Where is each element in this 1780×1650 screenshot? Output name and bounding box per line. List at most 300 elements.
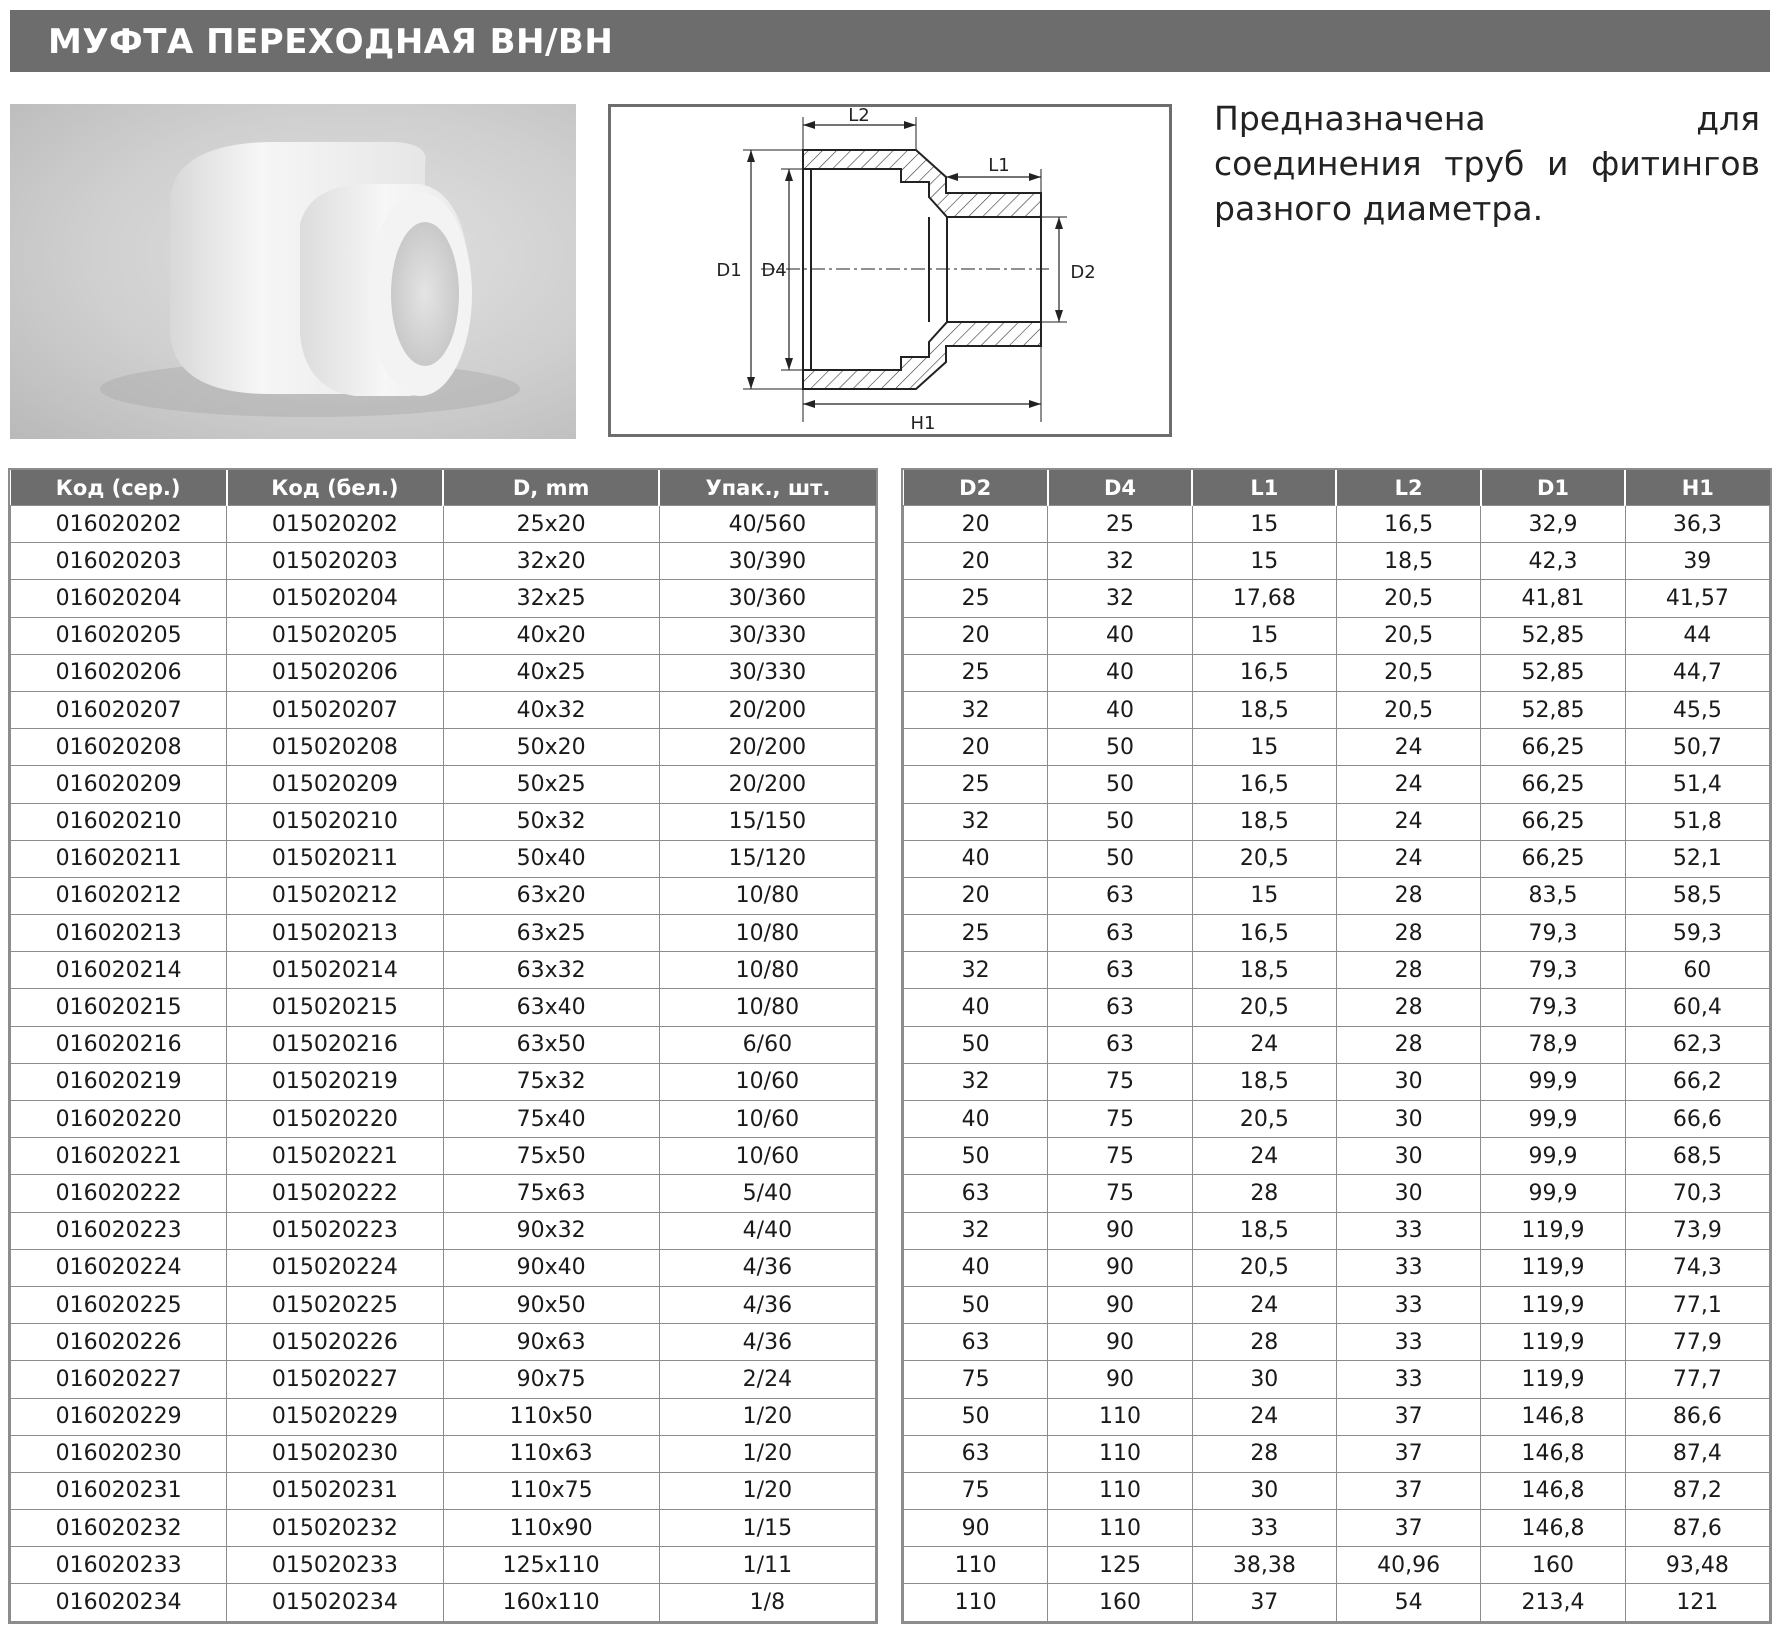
dims-cell: 119,9 xyxy=(1481,1249,1625,1286)
dims-cell: 50 xyxy=(904,1286,1048,1323)
table-row xyxy=(904,1063,1770,1100)
dims-cell: 32 xyxy=(904,803,1048,840)
dims-cell: 28 xyxy=(1336,952,1480,989)
dims-cell: 87,4 xyxy=(1625,1435,1769,1472)
dims-cell: 20 xyxy=(904,729,1048,766)
dims-cell: 75 xyxy=(904,1472,1048,1509)
dims-cell: 50 xyxy=(904,1398,1048,1435)
dims-cell: 90 xyxy=(1048,1249,1192,1286)
dims-cell: 70,3 xyxy=(1625,1175,1769,1212)
dims-cell: 40,96 xyxy=(1336,1547,1480,1584)
dims-cell: 54 xyxy=(1336,1584,1480,1621)
dims-cell: 60,4 xyxy=(1625,989,1769,1026)
table-row xyxy=(11,952,876,989)
dims-cell: 75 xyxy=(904,1361,1048,1398)
dims-cell: 20,5 xyxy=(1336,617,1480,654)
codes-cell: 016020232 xyxy=(11,1510,227,1547)
dims-cell: 87,6 xyxy=(1625,1510,1769,1547)
dims-cell: 20,5 xyxy=(1336,691,1480,728)
label-d4: D4 xyxy=(761,260,787,281)
table-row xyxy=(904,691,1770,728)
codes-cell: 016020234 xyxy=(11,1584,227,1621)
table-row xyxy=(11,1547,876,1584)
dims-cell: 50 xyxy=(1048,803,1192,840)
dims-cell: 110 xyxy=(904,1584,1048,1621)
codes-cell: 1/20 xyxy=(659,1398,875,1435)
dims-cell: 75 xyxy=(1048,1063,1192,1100)
codes-cell: 10/60 xyxy=(659,1138,875,1175)
table-row xyxy=(11,1435,876,1472)
codes-cell: 5/40 xyxy=(659,1175,875,1212)
dims-cell: 40 xyxy=(1048,617,1192,654)
dims-cell: 125 xyxy=(1048,1547,1192,1584)
dims-cell: 50,7 xyxy=(1625,729,1769,766)
dims-cell: 25 xyxy=(904,766,1048,803)
codes-cell: 30/330 xyxy=(659,617,875,654)
codes-cell: 4/36 xyxy=(659,1286,875,1323)
dims-cell: 32 xyxy=(904,691,1048,728)
codes-cell: 32x25 xyxy=(443,580,659,617)
codes-cell: 016020212 xyxy=(11,877,227,914)
dims-cell: 37 xyxy=(1336,1472,1480,1509)
codes-cell: 016020222 xyxy=(11,1175,227,1212)
dims-cell: 52,85 xyxy=(1481,617,1625,654)
dims-cell: 75 xyxy=(1048,1175,1192,1212)
table-row xyxy=(11,1286,876,1323)
dims-cell: 90 xyxy=(1048,1361,1192,1398)
dims-cell: 20,5 xyxy=(1192,1101,1336,1138)
dims-cell: 28 xyxy=(1336,1026,1480,1063)
dims-cell: 32 xyxy=(904,1212,1048,1249)
table-row xyxy=(904,1175,1770,1212)
label-h1: H1 xyxy=(910,413,936,434)
table-row xyxy=(11,1398,876,1435)
codes-cell: 63x40 xyxy=(443,989,659,1026)
dims-cell: 24 xyxy=(1336,729,1480,766)
codes-cell: 015020202 xyxy=(227,506,443,543)
dims-cell: 74,3 xyxy=(1625,1249,1769,1286)
codes-cell: 015020227 xyxy=(227,1361,443,1398)
dims-header-5: H1 xyxy=(1625,470,1769,506)
dims-cell: 40 xyxy=(904,1249,1048,1286)
dims-cell: 30 xyxy=(1192,1472,1336,1509)
codes-cell: 10/80 xyxy=(659,915,875,952)
table-row xyxy=(11,1324,876,1361)
dims-cell: 17,68 xyxy=(1192,580,1336,617)
codes-header-2: D, mm xyxy=(443,470,659,506)
codes-cell: 015020212 xyxy=(227,877,443,914)
dims-cell: 25 xyxy=(904,915,1048,952)
dims-cell: 110 xyxy=(1048,1435,1192,1472)
table-row xyxy=(11,989,876,1026)
dims-cell: 63 xyxy=(1048,1026,1192,1063)
dims-cell: 119,9 xyxy=(1481,1212,1625,1249)
dims-cell: 77,1 xyxy=(1625,1286,1769,1323)
dims-cell: 119,9 xyxy=(1481,1324,1625,1361)
label-l1: L1 xyxy=(988,155,1010,176)
cross-section-diagram xyxy=(611,107,1169,434)
codes-cell: 015020220 xyxy=(227,1101,443,1138)
dims-cell: 75 xyxy=(1048,1138,1192,1175)
dims-cell: 33 xyxy=(1336,1286,1480,1323)
codes-cell: 110x63 xyxy=(443,1435,659,1472)
dims-cell: 50 xyxy=(1048,766,1192,803)
dims-cell: 42,3 xyxy=(1481,543,1625,580)
codes-cell: 015020219 xyxy=(227,1063,443,1100)
codes-cell: 75x50 xyxy=(443,1138,659,1175)
dims-cell: 63 xyxy=(1048,915,1192,952)
codes-cell: 016020219 xyxy=(11,1063,227,1100)
dims-cell: 28 xyxy=(1192,1175,1336,1212)
dims-cell: 15 xyxy=(1192,506,1336,543)
dims-cell: 60 xyxy=(1625,952,1769,989)
codes-cell: 75x40 xyxy=(443,1101,659,1138)
dims-cell: 78,9 xyxy=(1481,1026,1625,1063)
codes-cell: 016020229 xyxy=(11,1398,227,1435)
dims-cell: 73,9 xyxy=(1625,1212,1769,1249)
dims-cell: 99,9 xyxy=(1481,1063,1625,1100)
dimensions-table xyxy=(903,470,1770,1622)
dims-cell: 90 xyxy=(1048,1212,1192,1249)
dims-cell: 20,5 xyxy=(1336,580,1480,617)
dims-cell: 63 xyxy=(1048,989,1192,1026)
table-row xyxy=(11,1584,876,1621)
codes-cell: 016020204 xyxy=(11,580,227,617)
codes-cell: 40/560 xyxy=(659,506,875,543)
dims-cell: 110 xyxy=(1048,1472,1192,1509)
table-row xyxy=(904,915,1770,952)
dims-header-4: D1 xyxy=(1481,470,1625,506)
codes-cell: 015020214 xyxy=(227,952,443,989)
table-row xyxy=(11,729,876,766)
codes-cell: 015020211 xyxy=(227,840,443,877)
dims-cell: 90 xyxy=(1048,1286,1192,1323)
dims-cell: 18,5 xyxy=(1192,1212,1336,1249)
dims-cell: 15 xyxy=(1192,543,1336,580)
dims-cell: 24 xyxy=(1192,1026,1336,1063)
table-row xyxy=(11,1063,876,1100)
codes-cell: 015020225 xyxy=(227,1286,443,1323)
codes-cell: 016020224 xyxy=(11,1249,227,1286)
dims-cell: 51,4 xyxy=(1625,766,1769,803)
dims-cell: 90 xyxy=(1048,1324,1192,1361)
dims-cell: 50 xyxy=(904,1138,1048,1175)
codes-cell: 30/330 xyxy=(659,654,875,691)
dims-cell: 40 xyxy=(1048,691,1192,728)
dims-cell: 20,5 xyxy=(1192,840,1336,877)
dims-cell: 110 xyxy=(1048,1510,1192,1547)
table-row xyxy=(904,766,1770,803)
codes-cell: 10/60 xyxy=(659,1063,875,1100)
dims-cell: 50 xyxy=(904,1026,1048,1063)
coupling-image xyxy=(10,104,576,439)
table-row xyxy=(904,1510,1770,1547)
dims-cell: 25 xyxy=(1048,506,1192,543)
codes-cell: 016020202 xyxy=(11,506,227,543)
codes-cell: 10/80 xyxy=(659,877,875,914)
codes-cell: 016020223 xyxy=(11,1212,227,1249)
codes-cell: 25x20 xyxy=(443,506,659,543)
dims-cell: 28 xyxy=(1336,989,1480,1026)
codes-cell: 015020208 xyxy=(227,729,443,766)
dims-cell: 59,3 xyxy=(1625,915,1769,952)
codes-cell: 015020210 xyxy=(227,803,443,840)
dims-cell: 32 xyxy=(904,952,1048,989)
dims-cell: 15 xyxy=(1192,617,1336,654)
dims-cell: 121 xyxy=(1625,1584,1769,1621)
codes-cell: 1/8 xyxy=(659,1584,875,1621)
dims-cell: 160 xyxy=(1481,1547,1625,1584)
dims-cell: 146,8 xyxy=(1481,1510,1625,1547)
codes-cell: 016020211 xyxy=(11,840,227,877)
dims-cell: 30 xyxy=(1336,1101,1480,1138)
dims-cell: 66,25 xyxy=(1481,729,1625,766)
codes-cell: 50x25 xyxy=(443,766,659,803)
dims-cell: 37 xyxy=(1192,1584,1336,1621)
codes-cell: 20/200 xyxy=(659,729,875,766)
dims-cell: 68,5 xyxy=(1625,1138,1769,1175)
dims-cell: 30 xyxy=(1336,1175,1480,1212)
dims-cell: 63 xyxy=(904,1324,1048,1361)
codes-cell: 15/120 xyxy=(659,840,875,877)
codes-cell: 015020232 xyxy=(227,1510,443,1547)
dims-cell: 40 xyxy=(1048,654,1192,691)
dims-header-3: L2 xyxy=(1336,470,1480,506)
table-row xyxy=(11,1249,876,1286)
codes-cell: 016020207 xyxy=(11,691,227,728)
codes-cell: 015020226 xyxy=(227,1324,443,1361)
table-row xyxy=(11,840,876,877)
codes-cell: 50x40 xyxy=(443,840,659,877)
dims-cell: 18,5 xyxy=(1192,952,1336,989)
page-header xyxy=(10,10,1770,72)
dims-cell: 28 xyxy=(1336,877,1480,914)
dims-cell: 36,3 xyxy=(1625,506,1769,543)
product-description: Предназначена для соединения труб и фитингов разного диаметра. xyxy=(1214,99,1760,228)
dims-cell: 32 xyxy=(904,1063,1048,1100)
dims-cell: 66,25 xyxy=(1481,840,1625,877)
table-row xyxy=(11,617,876,654)
table-row xyxy=(904,1212,1770,1249)
codes-cell: 20/200 xyxy=(659,691,875,728)
table-row xyxy=(11,766,876,803)
table-row xyxy=(904,1547,1770,1584)
dims-cell: 146,8 xyxy=(1481,1472,1625,1509)
dims-cell: 24 xyxy=(1336,766,1480,803)
dims-cell: 119,9 xyxy=(1481,1361,1625,1398)
dims-cell: 24 xyxy=(1336,803,1480,840)
dims-cell: 63 xyxy=(904,1175,1048,1212)
dims-cell: 20,5 xyxy=(1336,654,1480,691)
dims-cell: 52,85 xyxy=(1481,691,1625,728)
dims-cell: 18,5 xyxy=(1192,803,1336,840)
dims-cell: 110 xyxy=(904,1547,1048,1584)
label-l2: L2 xyxy=(848,107,870,126)
codes-cell: 4/40 xyxy=(659,1212,875,1249)
codes-cell: 015020205 xyxy=(227,617,443,654)
dims-cell: 99,9 xyxy=(1481,1138,1625,1175)
codes-cell: 4/36 xyxy=(659,1249,875,1286)
table-row xyxy=(11,1510,876,1547)
codes-cell: 016020215 xyxy=(11,989,227,1026)
codes-cell: 015020206 xyxy=(227,654,443,691)
codes-cell: 016020214 xyxy=(11,952,227,989)
dims-cell: 63 xyxy=(1048,877,1192,914)
dims-cell: 33 xyxy=(1336,1212,1480,1249)
dims-cell: 86,6 xyxy=(1625,1398,1769,1435)
table-row xyxy=(904,1324,1770,1361)
codes-cell: 90x32 xyxy=(443,1212,659,1249)
dims-cell: 30 xyxy=(1192,1361,1336,1398)
codes-cell: 016020216 xyxy=(11,1026,227,1063)
codes-cell: 015020234 xyxy=(227,1584,443,1621)
table-row xyxy=(904,1398,1770,1435)
table-row xyxy=(904,1101,1770,1138)
table-row xyxy=(11,506,876,543)
label-d1: D1 xyxy=(716,260,742,281)
codes-cell: 015020215 xyxy=(227,989,443,1026)
table-row xyxy=(904,729,1770,766)
codes-cell: 015020216 xyxy=(227,1026,443,1063)
codes-cell: 10/80 xyxy=(659,952,875,989)
dims-cell: 41,57 xyxy=(1625,580,1769,617)
codes-cell: 63x32 xyxy=(443,952,659,989)
dims-cell: 20 xyxy=(904,877,1048,914)
table-row xyxy=(11,691,876,728)
codes-cell: 30/360 xyxy=(659,580,875,617)
table-row xyxy=(904,1435,1770,1472)
codes-cell: 90x63 xyxy=(443,1324,659,1361)
codes-cell: 016020220 xyxy=(11,1101,227,1138)
dims-cell: 40 xyxy=(904,989,1048,1026)
codes-cell: 015020230 xyxy=(227,1435,443,1472)
codes-cell: 50x20 xyxy=(443,729,659,766)
table-row xyxy=(904,1584,1770,1621)
table-row xyxy=(904,506,1770,543)
codes-cell: 90x50 xyxy=(443,1286,659,1323)
codes-cell: 6/60 xyxy=(659,1026,875,1063)
codes-cell: 016020231 xyxy=(11,1472,227,1509)
dims-cell: 37 xyxy=(1336,1398,1480,1435)
table-row xyxy=(904,543,1770,580)
dims-cell: 16,5 xyxy=(1192,915,1336,952)
codes-cell: 32x20 xyxy=(443,543,659,580)
dims-cell: 40 xyxy=(904,840,1048,877)
dims-cell: 51,8 xyxy=(1625,803,1769,840)
dims-cell: 75 xyxy=(1048,1101,1192,1138)
table-row xyxy=(904,1249,1770,1286)
codes-cell: 016020225 xyxy=(11,1286,227,1323)
dims-cell: 32 xyxy=(1048,543,1192,580)
codes-cell: 75x63 xyxy=(443,1175,659,1212)
codes-header-1: Код (бел.) xyxy=(227,470,443,506)
codes-cell: 90x40 xyxy=(443,1249,659,1286)
table-row xyxy=(11,877,876,914)
table-row xyxy=(11,1472,876,1509)
codes-cell: 40x20 xyxy=(443,617,659,654)
dims-cell: 66,25 xyxy=(1481,766,1625,803)
dims-cell: 63 xyxy=(904,1435,1048,1472)
dims-cell: 25 xyxy=(904,580,1048,617)
dims-cell: 18,5 xyxy=(1192,691,1336,728)
dims-cell: 99,9 xyxy=(1481,1175,1625,1212)
table-row xyxy=(904,1138,1770,1175)
codes-cell: 016020226 xyxy=(11,1324,227,1361)
dims-cell: 79,3 xyxy=(1481,952,1625,989)
dims-cell: 39 xyxy=(1625,543,1769,580)
codes-cell: 160x110 xyxy=(443,1584,659,1621)
table-row xyxy=(11,803,876,840)
codes-cell: 015020224 xyxy=(227,1249,443,1286)
dims-cell: 66,25 xyxy=(1481,803,1625,840)
codes-cell: 015020203 xyxy=(227,543,443,580)
codes-cell: 1/11 xyxy=(659,1547,875,1584)
codes-cell: 90x75 xyxy=(443,1361,659,1398)
table-row xyxy=(904,989,1770,1026)
dims-cell: 99,9 xyxy=(1481,1101,1625,1138)
codes-cell: 40x32 xyxy=(443,691,659,728)
codes-cell: 125x110 xyxy=(443,1547,659,1584)
codes-cell: 2/24 xyxy=(659,1361,875,1398)
dims-cell: 24 xyxy=(1192,1398,1336,1435)
codes-cell: 110x75 xyxy=(443,1472,659,1509)
dims-cell: 44,7 xyxy=(1625,654,1769,691)
table-row xyxy=(904,617,1770,654)
table-row xyxy=(904,840,1770,877)
dims-cell: 50 xyxy=(1048,840,1192,877)
dims-cell: 15 xyxy=(1192,729,1336,766)
dims-cell: 40 xyxy=(904,1101,1048,1138)
dims-cell: 93,48 xyxy=(1625,1547,1769,1584)
table-row xyxy=(904,1286,1770,1323)
dims-cell: 28 xyxy=(1192,1435,1336,1472)
dims-cell: 20 xyxy=(904,506,1048,543)
page-title: МУФТА ПЕРЕХОДНАЯ ВН/ВН xyxy=(48,22,614,62)
codes-cell: 016020206 xyxy=(11,654,227,691)
dims-cell: 37 xyxy=(1336,1510,1480,1547)
table-row xyxy=(11,654,876,691)
dims-cell: 20,5 xyxy=(1192,1249,1336,1286)
codes-cell: 016020227 xyxy=(11,1361,227,1398)
codes-cell: 1/15 xyxy=(659,1510,875,1547)
table-row xyxy=(904,877,1770,914)
codes-cell: 110x90 xyxy=(443,1510,659,1547)
table-row xyxy=(11,1026,876,1063)
dims-cell: 16,5 xyxy=(1336,506,1480,543)
dims-cell: 16,5 xyxy=(1192,654,1336,691)
codes-cell: 1/20 xyxy=(659,1472,875,1509)
table-row xyxy=(11,1212,876,1249)
codes-cell: 4/36 xyxy=(659,1324,875,1361)
codes-cell: 63x50 xyxy=(443,1026,659,1063)
dims-cell: 213,4 xyxy=(1481,1584,1625,1621)
dims-cell: 18,5 xyxy=(1336,543,1480,580)
dims-cell: 28 xyxy=(1192,1324,1336,1361)
codes-cell: 63x20 xyxy=(443,877,659,914)
codes-cell: 015020222 xyxy=(227,1175,443,1212)
dims-cell: 87,2 xyxy=(1625,1472,1769,1509)
dims-cell: 146,8 xyxy=(1481,1435,1625,1472)
dims-cell: 77,7 xyxy=(1625,1361,1769,1398)
dims-cell: 38,38 xyxy=(1192,1547,1336,1584)
codes-cell: 20/200 xyxy=(659,766,875,803)
dims-cell: 20 xyxy=(904,543,1048,580)
dims-cell: 24 xyxy=(1192,1138,1336,1175)
dims-cell: 45,5 xyxy=(1625,691,1769,728)
table-row xyxy=(11,1101,876,1138)
dims-cell: 66,6 xyxy=(1625,1101,1769,1138)
dims-cell: 119,9 xyxy=(1481,1286,1625,1323)
